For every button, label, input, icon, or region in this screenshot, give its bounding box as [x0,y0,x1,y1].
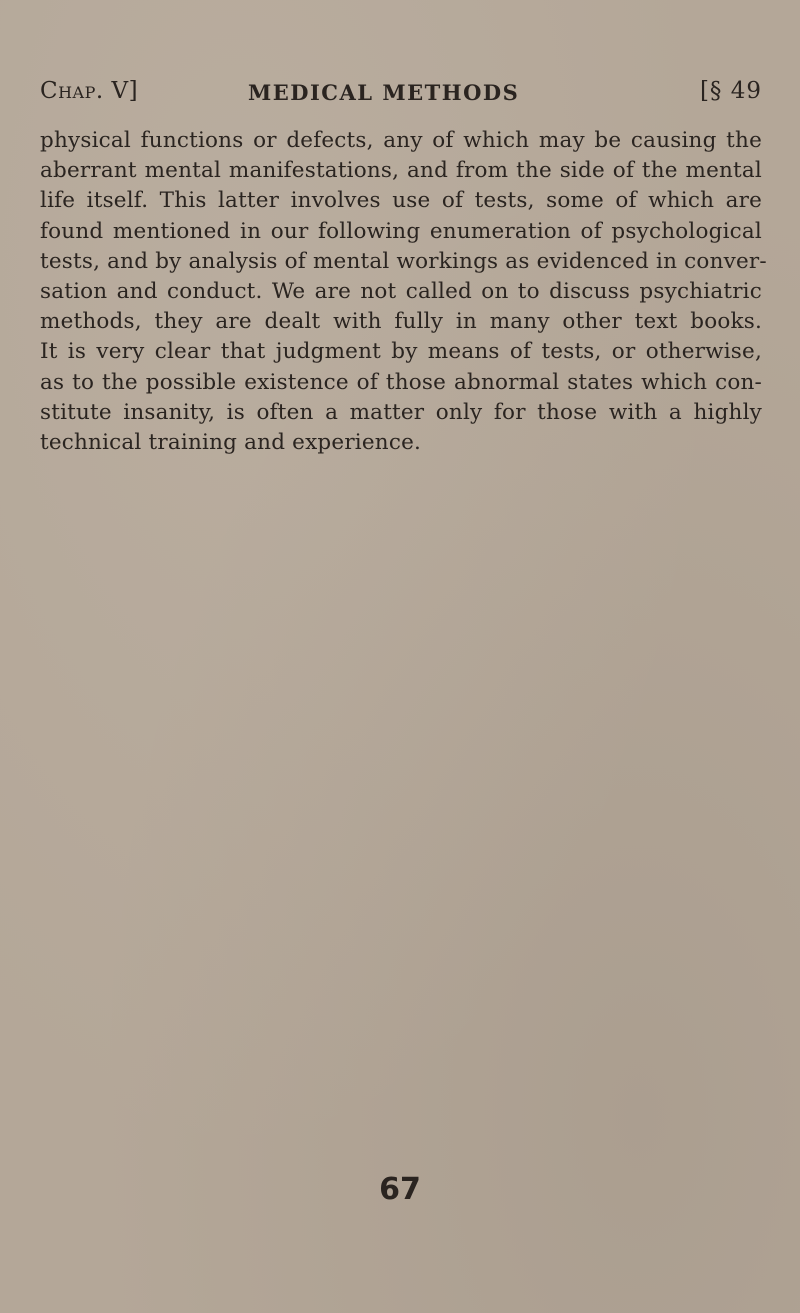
text-line: tests, and by analysis of mental workings as evidenced in conver- [40,248,767,274]
running-head-section: [§ 49 [699,78,762,104]
text-line: life itself. This latter involves use of tests, some of which are [40,188,762,214]
running-head-chapter: Chap. V] [40,78,139,104]
text-line: sation and conduct. We are not called on to discuss psychiatric [40,278,762,304]
text-line: It is very clear that judgment by means of tests, or otherwise, [40,339,762,365]
text-line: technical training and experience. [40,429,422,455]
text-line: stitute insanity, is often a matter only for those with a highly [40,399,762,425]
text-line: physical functions or defects, any of which may be causing the [40,128,762,153]
body-paragraph [40,126,767,458]
text-line: as to the possible existence of those abnormal states which con- [40,369,762,395]
page-number: 67 [379,1172,421,1207]
text-line: methods, they are dealt with fully in many other text books. [40,309,762,335]
running-head-title: MEDICAL METHODS [248,80,520,105]
text-line: aberrant mental manifestations, and from the side of the mental [40,158,762,184]
running-head [40,78,762,118]
text-line: found mentioned in our following enumeration of psychological [40,218,762,244]
